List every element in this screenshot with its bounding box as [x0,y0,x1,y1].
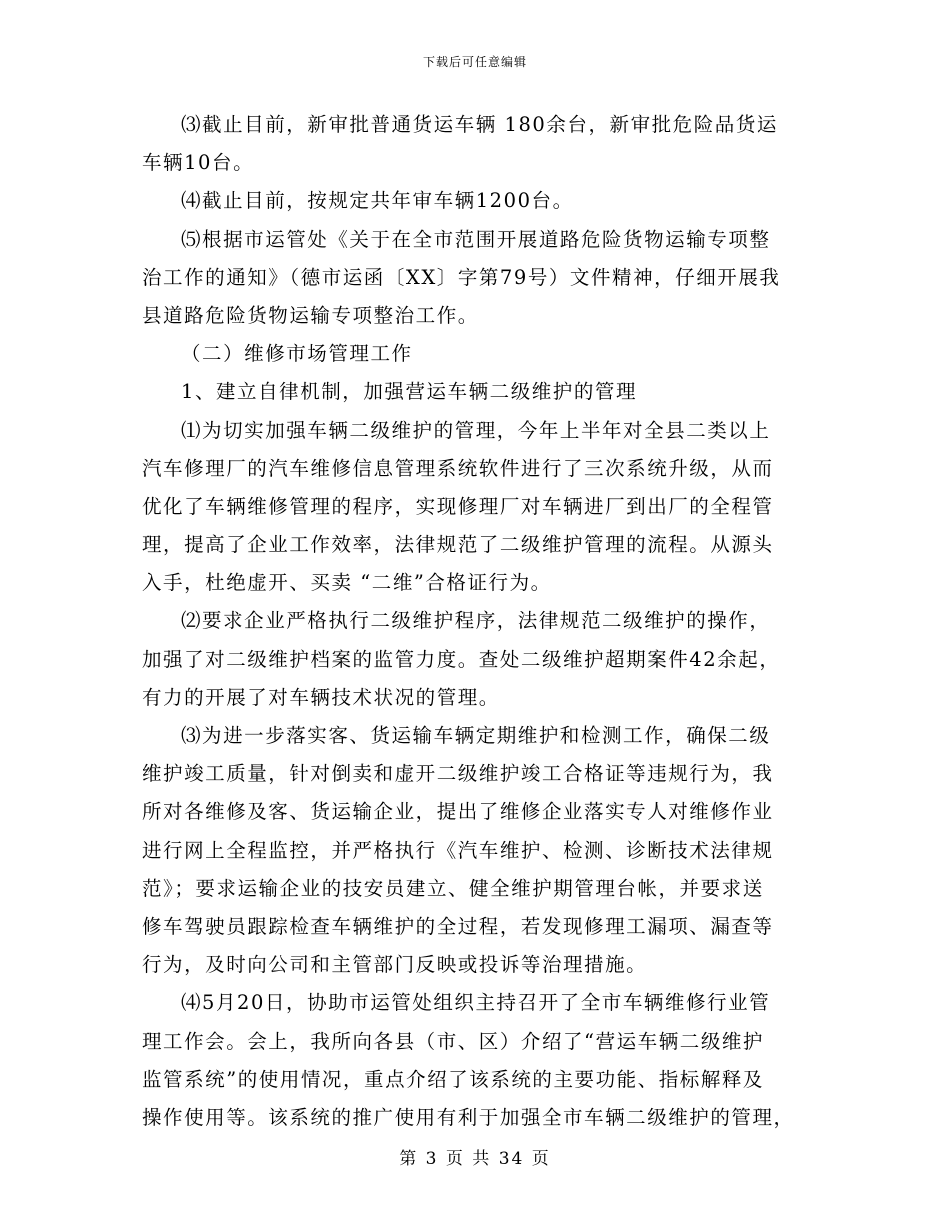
paragraph-line: 操作使用等。该系统的推广使用有利于加强全市车辆二级维护的管理， [142,1105,795,1129]
paragraph-line: 县道路危险货物运输专项整治工作。 [142,303,479,327]
section-heading: （二）维修市场管理工作 [181,342,413,366]
paragraph-line: 监管系统”的使用情况，重点介绍了该系统的主要功能、指标解释及 [142,1067,764,1091]
paragraph-line: ⑷5月20日，协助市运管处组织主持召开了全市车辆维修行业管 [181,991,771,1015]
paragraph-line: 汽车修理厂的汽车维修信息管理系统软件进行了三次系统升级，从而 [142,456,774,480]
paragraph-line: ⑵要求企业严格执行二级维护程序，法律规范二级维护的操作， [181,609,771,633]
paragraph-line: 优化了车辆维修管理的程序，实现修理厂对车辆进厂到出厂的全程管 [142,494,774,518]
page-number: 第 3 页 共 34 页 [399,1149,551,1169]
paragraph-line: ⑶截止目前，新审批普通货运车辆 180余台，新审批危险品货运 [181,113,778,136]
paragraph-line: 范》；要求运输企业的技安员建立、健全维护期管理台帐，并要求送 [142,876,764,900]
paragraph-line: 所对各维修及客、货运输企业，提出了维修企业落实专人对维修作业 [142,800,774,824]
paragraph-line: 治工作的通知》（德市运函〔XX〕字第79号）文件精神，仔细开展我 [142,265,781,289]
paragraph-line: 入手，杜绝虚开、买卖 “二维”合格证行为。 [142,571,552,595]
paragraph-line: 维护竣工质量，针对倒卖和虚开二级维护竣工合格证等违规行为，我 [142,762,774,786]
page-header: 下载后可任意编辑 [422,55,527,69]
paragraph-line: ⑶为进一步落实客、货运输车辆定期维护和检测工作，确保二级 [181,724,771,747]
paragraph-line: ⑷截止目前，按规定共年审车辆1200台。 [181,189,574,213]
paragraph-line: 理，提高了企业工作效率，法律规范了二级维护管理的流程。从源头 [142,533,774,557]
paragraph-line: 车辆10台。 [142,151,255,175]
paragraph-line: ⑴为切实加强车辆二级维护的管理，今年上半年对全县二类以上 [181,418,771,442]
paragraph-line: 加强了对二级维护档案的监管力度。查处二级维护超期案件42余起， [142,647,781,671]
paragraph-line: 行为，及时向公司和主管部门反映或投诉等治理措施。 [142,953,648,977]
paragraph-line: ⑸根据市运管处《关于在全市范围开展道路危险货物运输专项整 [181,227,771,251]
document-body [142,106,804,1137]
subsection-heading: 1、建立自律机制，加强营运车辆二级维护的管理 [181,380,638,404]
paragraph-line: 有力的开展了对车辆技术状况的管理。 [142,685,500,709]
paragraph-line: 进行网上全程监控，并严格执行《汽车维护、检测、诊断技术法律规 [142,838,774,862]
paragraph-line: 理工作会。会上，我所向各县（市、区）介绍了“营运车辆二级维护 [142,1029,764,1053]
paragraph-line: 修车驾驶员跟踪检查车辆维护的全过程，若发现修理工漏项、漏查等 [142,914,774,938]
